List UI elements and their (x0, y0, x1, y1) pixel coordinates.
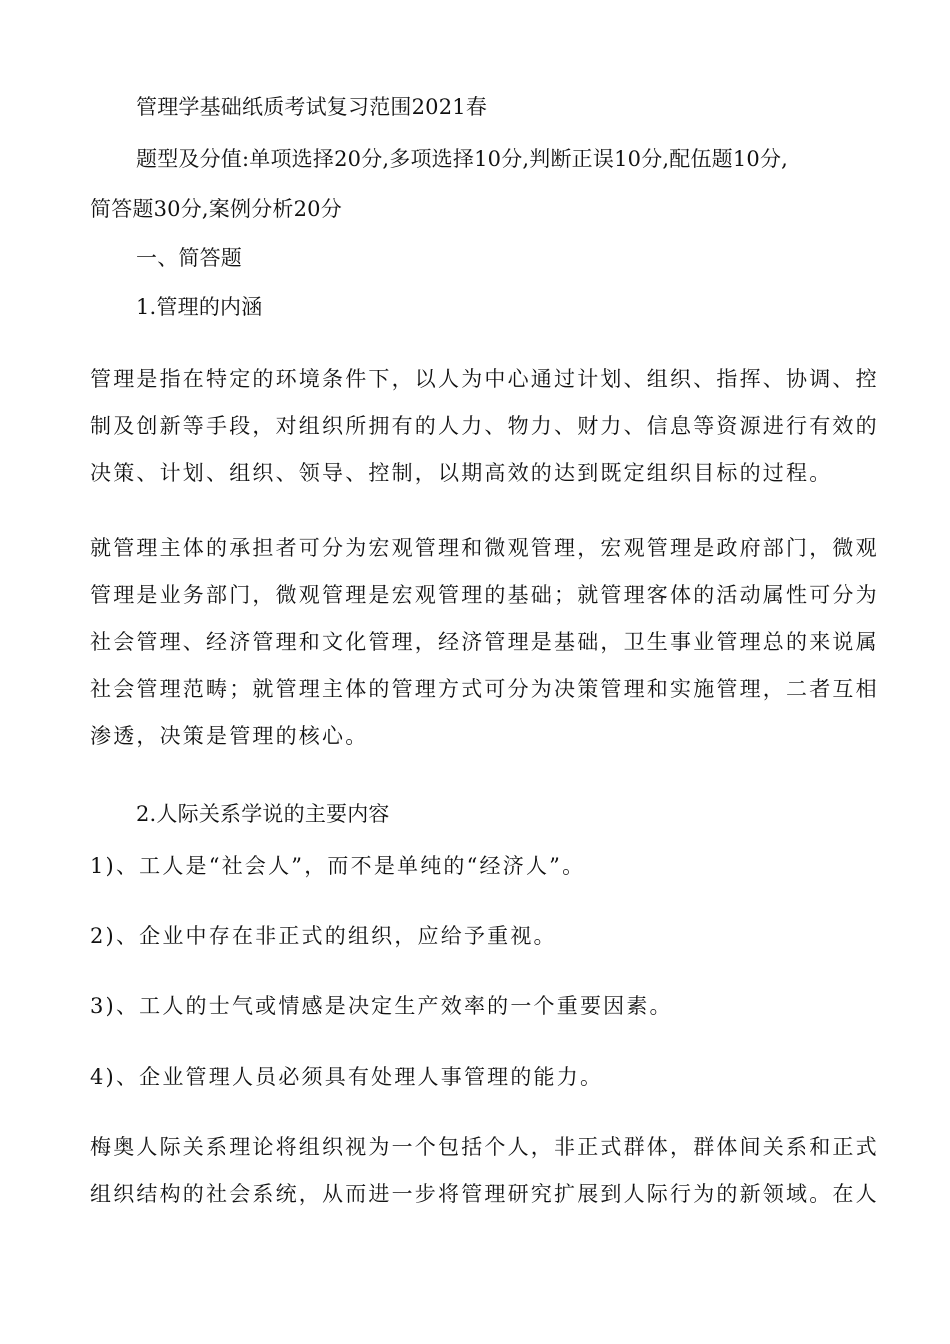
q1-para2-line: 就管理主体的承担者可分为宏观管理和微观管理，宏观管理是政府部门，微观 (90, 536, 879, 560)
q2-list-item: 2)、企业中存在非正式的组织，应给予重视。 (90, 924, 557, 948)
q1-para2-line: 社会管理范畴；就管理主体的管理方式可分为决策管理和实施管理，二者互相 (90, 677, 879, 701)
section-heading: 一、简答题 (136, 246, 242, 270)
score-line-1: 题型及分值:单项选择20分,多项选择10分,判断正误10分,配伍题10分, (136, 147, 789, 171)
q2-para-line: 组织结构的社会系统，从而进一步将管理研究扩展到人际行为的新领域。在人 (90, 1182, 879, 1206)
q1-para2-line: 渗透，决策是管理的核心。 (90, 724, 369, 748)
q2-para-line: 梅奥人际关系理论将组织视为一个包括个人，非正式群体，群体间关系和正式 (90, 1135, 879, 1159)
q2-heading: 2.人际关系学说的主要内容 (136, 802, 390, 826)
document-title: 管理学基础纸质考试复习范围2021春 (136, 95, 488, 119)
q1-para1-line: 管理是指在特定的环境条件下，以人为中心通过计划、组织、指挥、协调、控 (90, 367, 879, 391)
score-line-2: 简答题30分,案例分析20分 (90, 197, 342, 221)
q1-para1-line: 制及创新等手段，对组织所拥有的人力、物力、财力、信息等资源进行有效的 (90, 414, 879, 438)
q2-list-item: 4)、企业管理人员必须具有处理人事管理的能力。 (90, 1065, 604, 1089)
q1-para1-line: 决策、计划、组织、领导、控制，以期高效的达到既定组织目标的过程。 (90, 461, 833, 485)
q2-list-item: 3)、工人的士气或情感是决定生产效率的一个重要因素。 (90, 994, 673, 1018)
q1-para2-line: 社会管理、经济管理和文化管理，经济管理是基础，卫生事业管理总的来说属 (90, 630, 879, 654)
q1-heading: 1.管理的内涵 (136, 295, 263, 319)
q2-list-item: 1)、工人是“社会人”，而不是单纯的“经济人”。 (90, 854, 586, 878)
q1-para2-line: 管理是业务部门，微观管理是宏观管理的基础；就管理客体的活动属性可分为 (90, 583, 879, 607)
